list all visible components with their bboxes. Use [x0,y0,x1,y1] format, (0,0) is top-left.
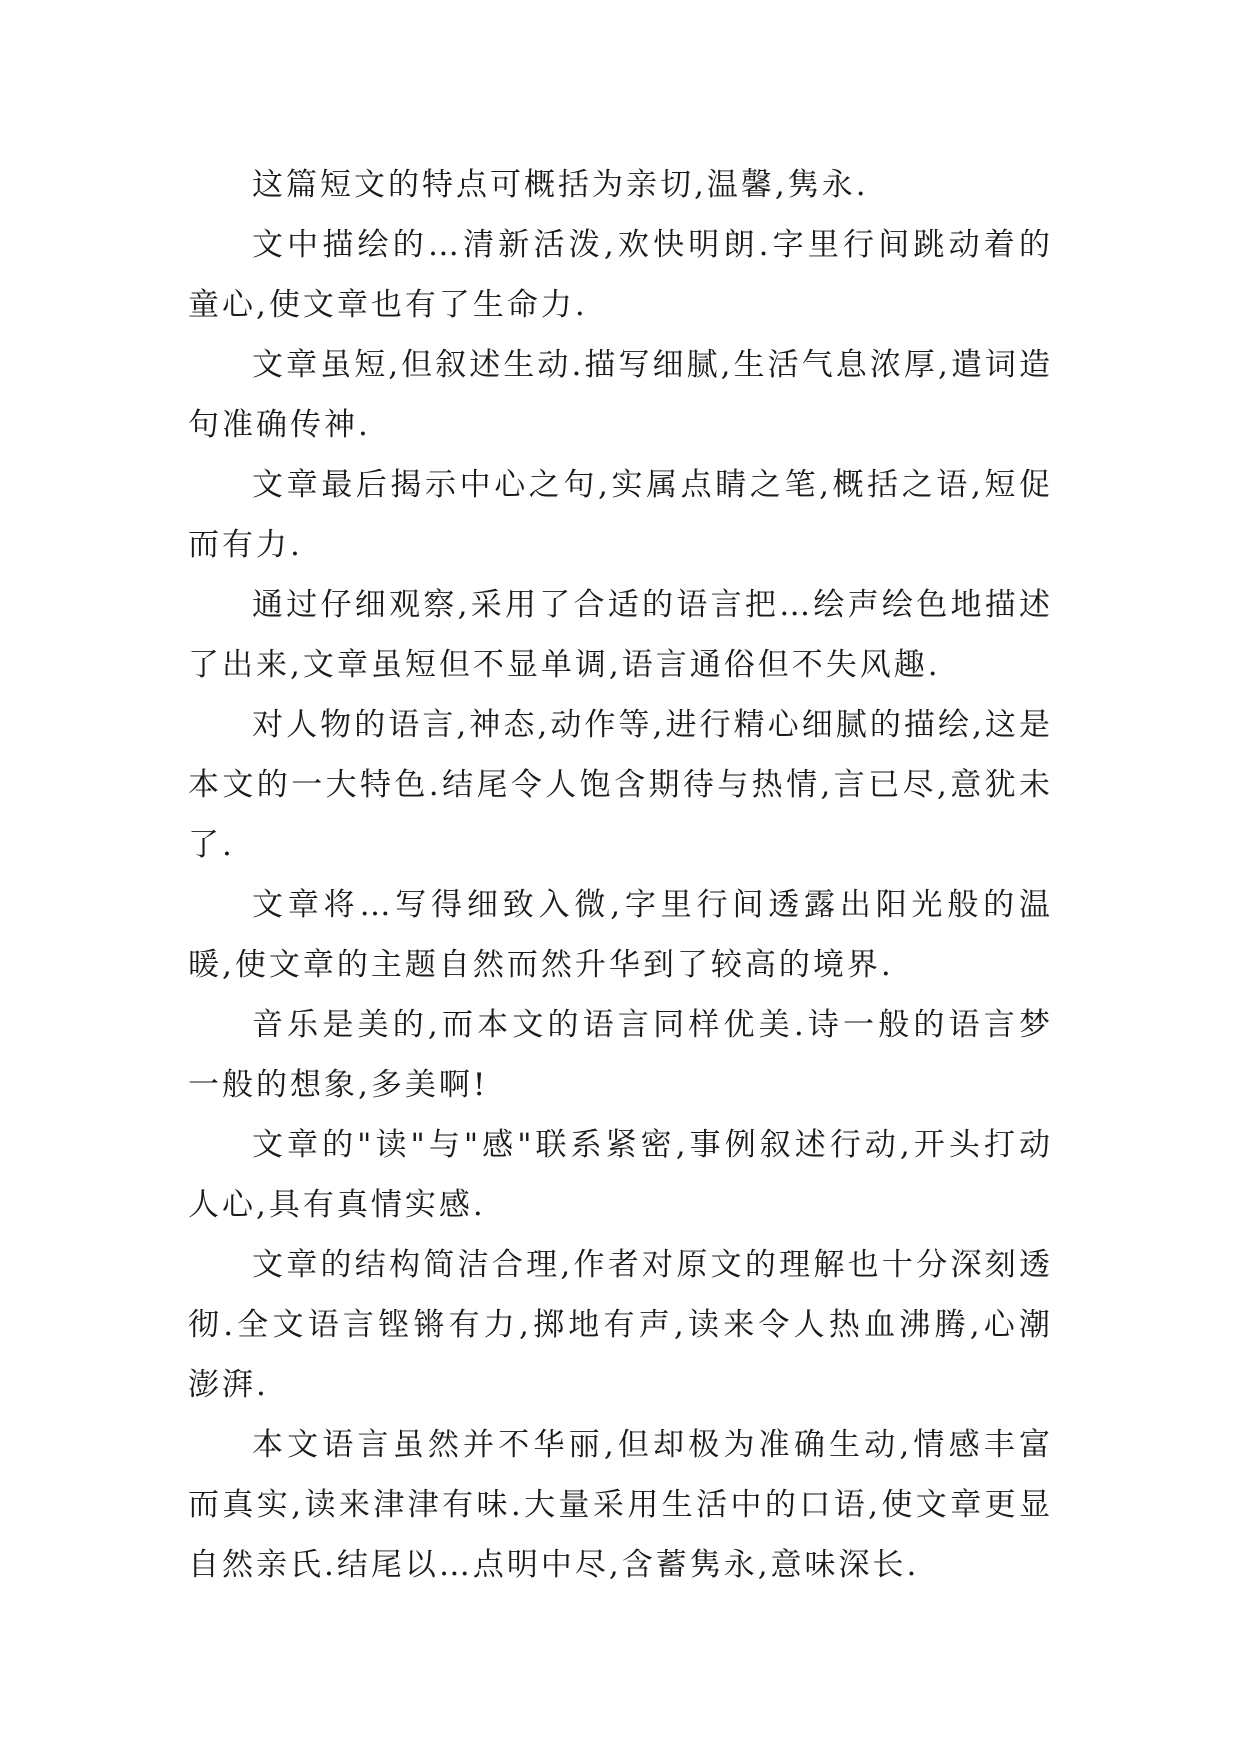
paragraph: 文章将…写得细致入微,字里行间透露出阳光般的温暖,使文章的主题自然而然升华到了较高的境界. [188,887,1053,983]
document-body [188,155,1053,1595]
paragraph: 文章最后揭示中心之句,实属点睛之笔,概括之语,短促而有力. [188,467,1053,563]
paragraph: 文章虽短,但叙述生动.描写细腻,生活气息浓厚,遣词造句准确传神. [188,347,1053,443]
paragraph: 文中描绘的…清新活泼,欢快明朗.字里行间跳动着的童心,使文章也有了生命力. [188,227,1053,323]
paragraph: 文章的"读"与"感"联系紧密,事例叙述行动,开头打动人心,具有真情实感. [188,1127,1053,1223]
paragraph: 通过仔细观察,采用了合适的语言把…绘声绘色地描述了出来,文章虽短但不显单调,语言通俗但不失风趣. [188,587,1053,683]
paragraph: 本文语言虽然并不华丽,但却极为准确生动,情感丰富而真实,读来津津有味.大量采用生活中的口语,使文章更显自然亲氏.结尾以…点明中尽,含蓄隽永,意味深长. [188,1427,1053,1583]
paragraph: 音乐是美的,而本文的语言同样优美.诗一般的语言梦一般的想象,多美啊! [188,1007,1053,1103]
paragraph: 对人物的语言,神态,动作等,进行精心细腻的描绘,这是本文的一大特色.结尾令人饱含期待与热情,言已尽,意犹未了. [188,707,1053,863]
paragraph: 文章的结构简洁合理,作者对原文的理解也十分深刻透彻.全文语言铿锵有力,掷地有声,读来令人热血沸腾,心潮澎湃. [188,1247,1053,1403]
paragraph: 这篇短文的特点可概括为亲切,温馨,隽永. [252,167,869,203]
